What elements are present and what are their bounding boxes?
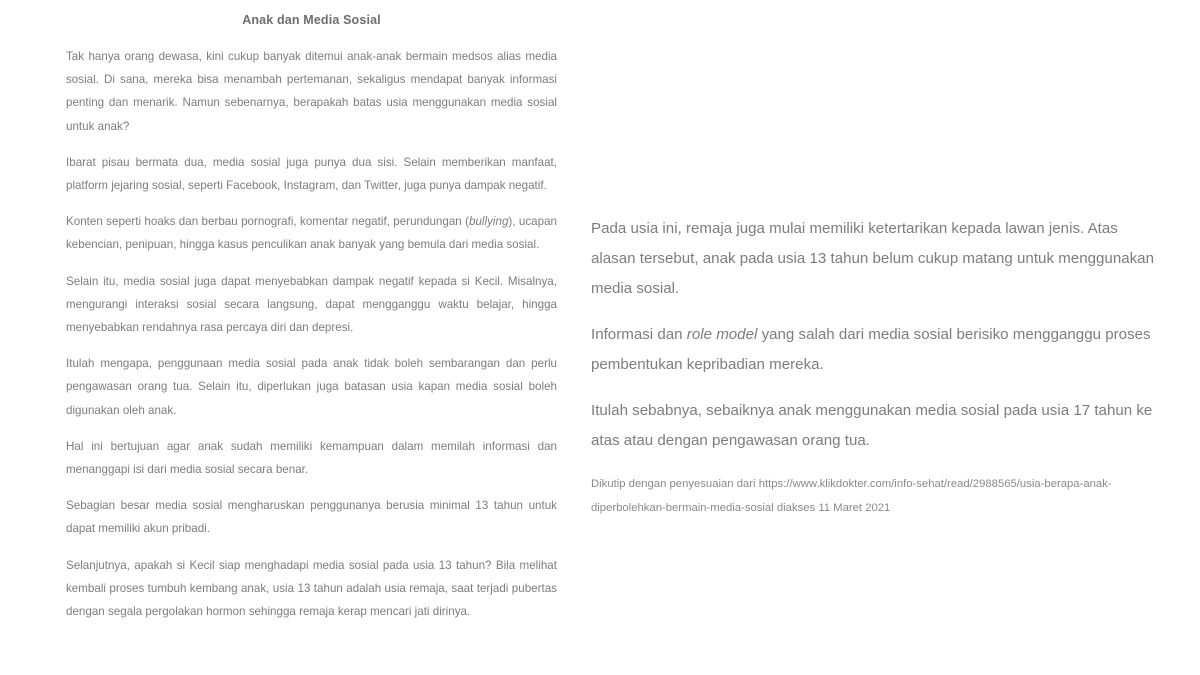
paragraph-8: Selanjutnya, apakah si Kecil siap menghadapi media sosial pada usia 13 tahun? Bila melihat kembali proses tumbuh kembang anak, usia 13 tahun adalah usia remaja, saat terjadi pubertas dengan segala pergolakan hormon sehingga remaja kerap mencari jati dirinya. <box>66 558 557 619</box>
right-text-column <box>591 214 1157 520</box>
paragraph-7: Sebagian besar media sosial mengharuskan penggunanya berusia minimal 13 tahun untuk dapat memiliki akun pribadi. <box>66 499 557 536</box>
left-text-column <box>66 12 557 623</box>
page-title: Anak dan Media Sosial <box>242 13 381 27</box>
paragraph-5: Itulah mengapa, penggunaan media sosial pada anak tidak boleh sembarangan dan perlu pengawasan orang tua. Selain itu, diperlukan juga batasan usia kapan media sosial boleh digunakan oleh anak. <box>66 357 557 417</box>
paragraph-2: Ibarat pisau bermata dua, media sosial juga punya dua sisi. Selain memberikan manfaat, platform jejaring sosial, seperti Facebook, Instagram, dan Twitter, juga punya dampak negatif. <box>66 155 557 193</box>
citation-url: https://www.klikdokter.com/info-sehat/read/2988565/usia-berapa-anak-diperbolehkan-bermain-media-sosial <box>591 478 1112 514</box>
source-citation <box>591 472 1157 520</box>
right-paragraph-2-lead: Informasi dan <box>591 326 687 343</box>
right-paragraph-3: Itulah sebabnya, sebaiknya anak menggunakan media sosial pada usia 17 tahun ke atas atau dengan pengawasan orang tua. <box>591 402 1153 449</box>
paragraph-1: Tak hanya orang dewasa, kini cukup banyak ditemui anak-anak bermain medsos alias media sosial. Di sana, mereka bisa menambah pertemanan, sekaligus mendapat banyak informasi penting dan menarik. Namun sebenarnya, berapakah batas usia menggunakan media sosial untuk anak? <box>66 50 557 133</box>
right-paragraph-2-italic-term: role model <box>686 326 758 343</box>
citation-prefix: Dikutip dengan penyesuaian dari <box>591 478 759 490</box>
right-paragraph-1: Pada usia ini, remaja juga mulai memiliki ketertarikan kepada lawan jenis. Atas alasan tersebut, anak pada usia 13 tahun belum cukup matang untuk menggunakan media sosial. <box>591 220 1154 297</box>
right-paragraph-2 <box>591 320 1157 380</box>
citation-access-date: diakses 11 Maret 2021 <box>773 502 891 514</box>
paragraph-3-tail: ), ucapan kebencian, penipuan, hingga kasus penculikan anak banyak yang bemula dari media sosial. <box>66 215 558 252</box>
right-paragraph-2-tail: yang salah dari media sosial berisiko mengganggu proses pembentukan kepribadian mereka. <box>591 326 1151 373</box>
paragraph-6: Hal ini bertujuan agar anak sudah memiliki kemampuan dalam memilah informasi dan menanggapi isi dari media sosial secara benar. <box>66 439 557 477</box>
paragraph-4: Selain itu, media sosial juga dapat menyebabkan dampak negatif kepada si Kecil. Misalnya, mengurangi interaksi sosial secara langsung, dapat mengganggu waktu belajar, hingga menyebabkan rendahnya rasa percaya diri dan depresi. <box>66 274 557 335</box>
paragraph-3-italic-term: bullying <box>469 215 509 229</box>
paragraph-3-lead: Konten seperti hoaks dan berbau pornografi, komentar negatif, perundungan ( <box>66 215 470 229</box>
paragraph-3 <box>66 210 557 256</box>
